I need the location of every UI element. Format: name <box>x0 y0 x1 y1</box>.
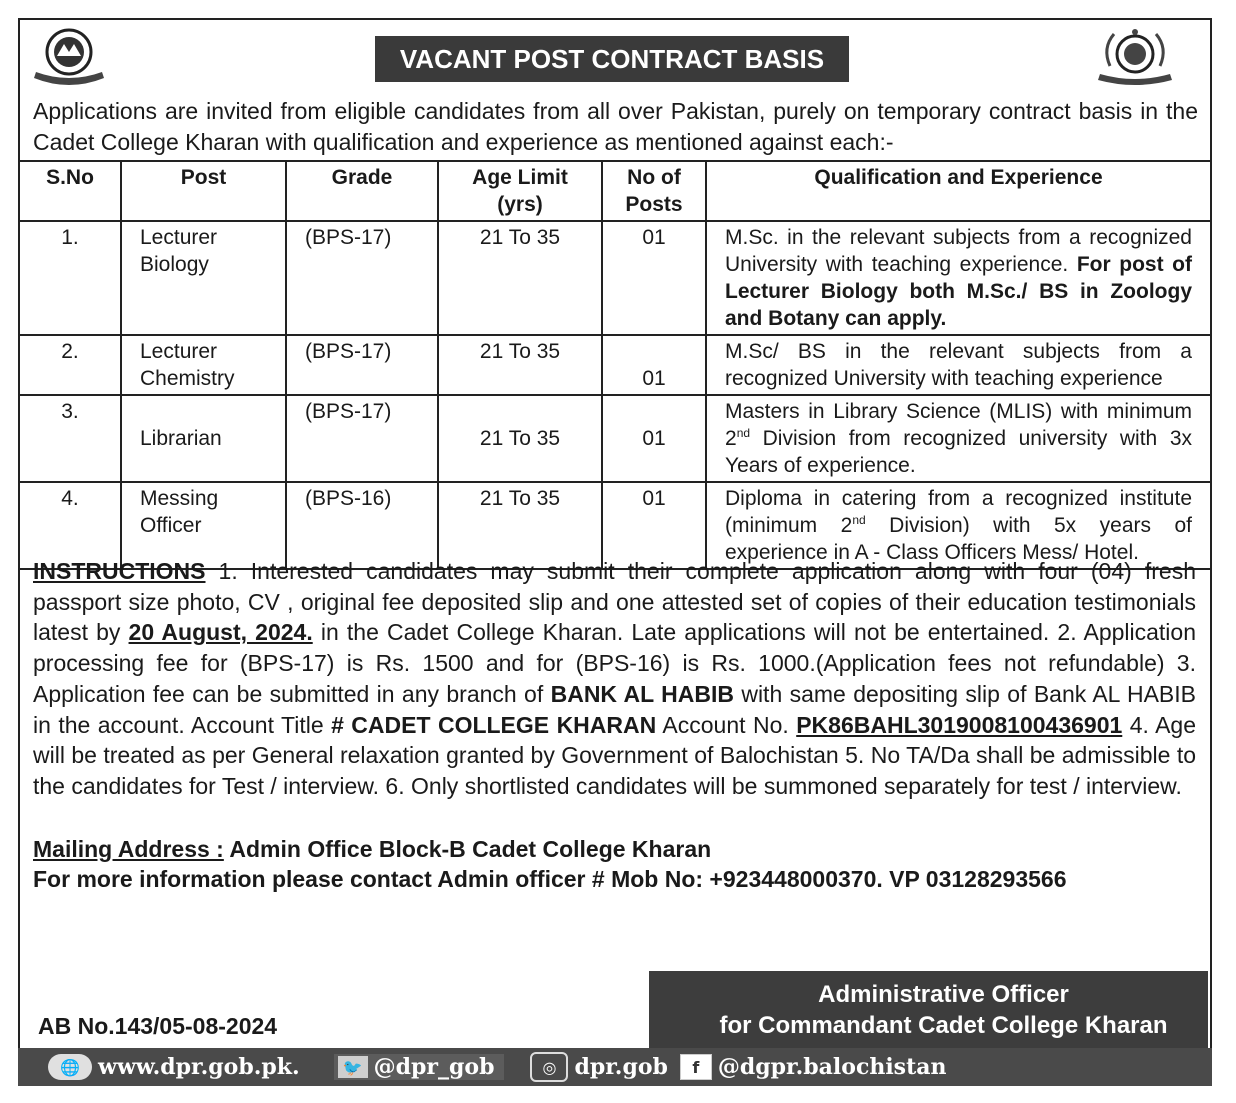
cell-grade: (BPS-17) <box>286 395 438 482</box>
footer-facebook[interactable] <box>680 1054 947 1080</box>
twitter-icon: 🐦 <box>338 1056 368 1078</box>
ordinal-suffix: nd <box>852 513 866 527</box>
table-header-row <box>19 161 1211 221</box>
instructions-text-4: Account No. <box>656 711 797 738</box>
header-qualification: Qualification and Experience <box>706 161 1211 221</box>
mailing-value: Admin Office Block-B Cadet College Kharan <box>223 836 712 862</box>
qualification-text: M.Sc. in the relevant subjects from a recognized University with teaching experience. <box>725 226 1192 276</box>
cell-post: Lecturer Biology <box>121 221 286 335</box>
footer-instagram[interactable] <box>530 1052 667 1082</box>
instagram-icon: ◎ <box>530 1052 568 1082</box>
qualification-note: For post of Lecturer Biology both M.Sc./ BS in Zoology and Botany can apply. <box>725 253 1192 330</box>
instructions-heading: INSTRUCTIONS <box>33 558 206 584</box>
signature-line-2: for Commandant Cadet College Kharan <box>719 1011 1168 1039</box>
signature-line-1: Administrative Officer <box>818 980 1069 1008</box>
instructions-text-1: 1. Interested candidates may submit their complete application along with four (04) fresh passport size photo, CV , original fee deposited slip and one attested set of copies of their education testimonials latest by <box>33 558 1196 646</box>
qualification-text-b: Division) with 5x years of experience in A - Class Officers Mess/ Hotel. <box>725 514 1192 564</box>
cell-sno: 2. <box>19 335 121 395</box>
cell-qualification <box>706 221 1211 335</box>
more-info: For more information please contact Admin officer # Mob No: +923448000370. VP 03128293566 <box>33 866 1067 892</box>
contact-block <box>33 834 1198 894</box>
cell-no-of-posts: 01 <box>602 395 706 482</box>
header-post: Post <box>121 161 286 221</box>
deadline-date: 20 August, 2024. <box>128 619 313 646</box>
table-row <box>19 335 1211 395</box>
footer-bar <box>18 1048 1212 1086</box>
cell-no-of-posts: 01 <box>602 335 706 395</box>
qualification-text-a: Diploma in catering from a recognized institute (minimum 2 <box>725 487 1192 537</box>
header-age-limit: Age Limit (yrs) <box>438 161 602 221</box>
twitter-handle: @dpr_gob <box>373 1054 495 1080</box>
vacancies-table <box>18 160 1212 570</box>
account-title: # CADET COLLEGE KHARAN <box>331 711 657 738</box>
cell-post: Messing Officer <box>121 482 286 569</box>
cell-qualification <box>706 395 1211 482</box>
globe-icon: 🌐 <box>48 1054 92 1080</box>
cell-age-limit: 21 To 35 <box>438 482 602 569</box>
table-row <box>19 221 1211 335</box>
page-title: VACANT POST CONTRACT BASIS <box>375 36 849 82</box>
instructions-text-5: 4. Age will be treated as per General relaxation granted by Government of Balochistan 5. No TA/Da shall be admissible to the candidates for Test / interview. 6. Only shortlisted candidates will be summoned separately for test / interview. <box>33 711 1197 799</box>
cell-grade: (BPS-16) <box>286 482 438 569</box>
footer-website[interactable] <box>48 1054 300 1080</box>
cell-grade: (BPS-17) <box>286 221 438 335</box>
website-text: www.dpr.gob.pk. <box>98 1054 300 1080</box>
ordinal-suffix: nd <box>736 426 751 440</box>
instructions-text-3: with same depositing slip of Bank AL HABIB in the account. Account Title <box>33 680 1197 738</box>
mailing-address <box>33 834 1198 864</box>
qualification-text-a: Masters in Library Science (MLIS) with minimum 2 <box>725 400 1192 450</box>
qualification-text-b: Division from recognized university with 3x Years of experience. <box>725 427 1192 477</box>
intro-paragraph: Applications are invited from eligible candidates from all over Pakistan, purely on temporary contract basis in the Cadet College Kharan with qualification and experience as mentioned against each:- <box>33 98 1198 155</box>
header-no-of-posts: No of Posts <box>602 161 706 221</box>
cell-sno: 1. <box>19 221 121 335</box>
cell-grade: (BPS-17) <box>286 335 438 395</box>
header-grade: Grade <box>286 161 438 221</box>
cell-qualification: M.Sc/ BS in the relevant subjects from a recognized University with teaching experience <box>706 335 1211 395</box>
cell-age-limit: 21 To 35 <box>438 335 602 395</box>
facebook-handle: @dgpr.balochistan <box>717 1054 947 1080</box>
mailing-label: Mailing Address : <box>33 836 224 862</box>
cell-post: Librarian <box>121 395 286 482</box>
signature-block <box>649 971 1208 1048</box>
cell-sno: 4. <box>19 482 121 569</box>
account-number: PK86BAHL3019008100436901 <box>796 711 1123 738</box>
bank-name: BANK AL HABIB <box>550 680 734 707</box>
ab-number: AB No.143/05-08-2024 <box>38 1013 278 1039</box>
instructions-paragraph <box>33 556 1196 802</box>
government-emblem-logo <box>1090 26 1180 88</box>
table-row <box>19 395 1211 482</box>
college-crest-logo <box>24 26 114 88</box>
cell-no-of-posts: 01 <box>602 221 706 335</box>
cell-age-limit: 21 To 35 <box>438 221 602 335</box>
cell-sno: 3. <box>19 395 121 482</box>
cell-age-limit: 21 To 35 <box>438 395 602 482</box>
facebook-icon: f <box>680 1054 712 1080</box>
instructions-text-2: in the Cadet College Kharan. Late applications will not be entertained. 2. Application processing fee for (BPS-17) is Rs. 1500 and for (BPS-16) is Rs. 1000.(Application fees not refundable) 3. Application fee can be submitted in any branch of <box>33 619 1196 707</box>
cell-no-of-posts: 01 <box>602 482 706 569</box>
footer-twitter[interactable] <box>334 1054 505 1080</box>
cell-post: Lecturer Chemistry <box>121 335 286 395</box>
instagram-handle: dpr.gob <box>574 1054 668 1080</box>
header-sno: S.No <box>19 161 121 221</box>
